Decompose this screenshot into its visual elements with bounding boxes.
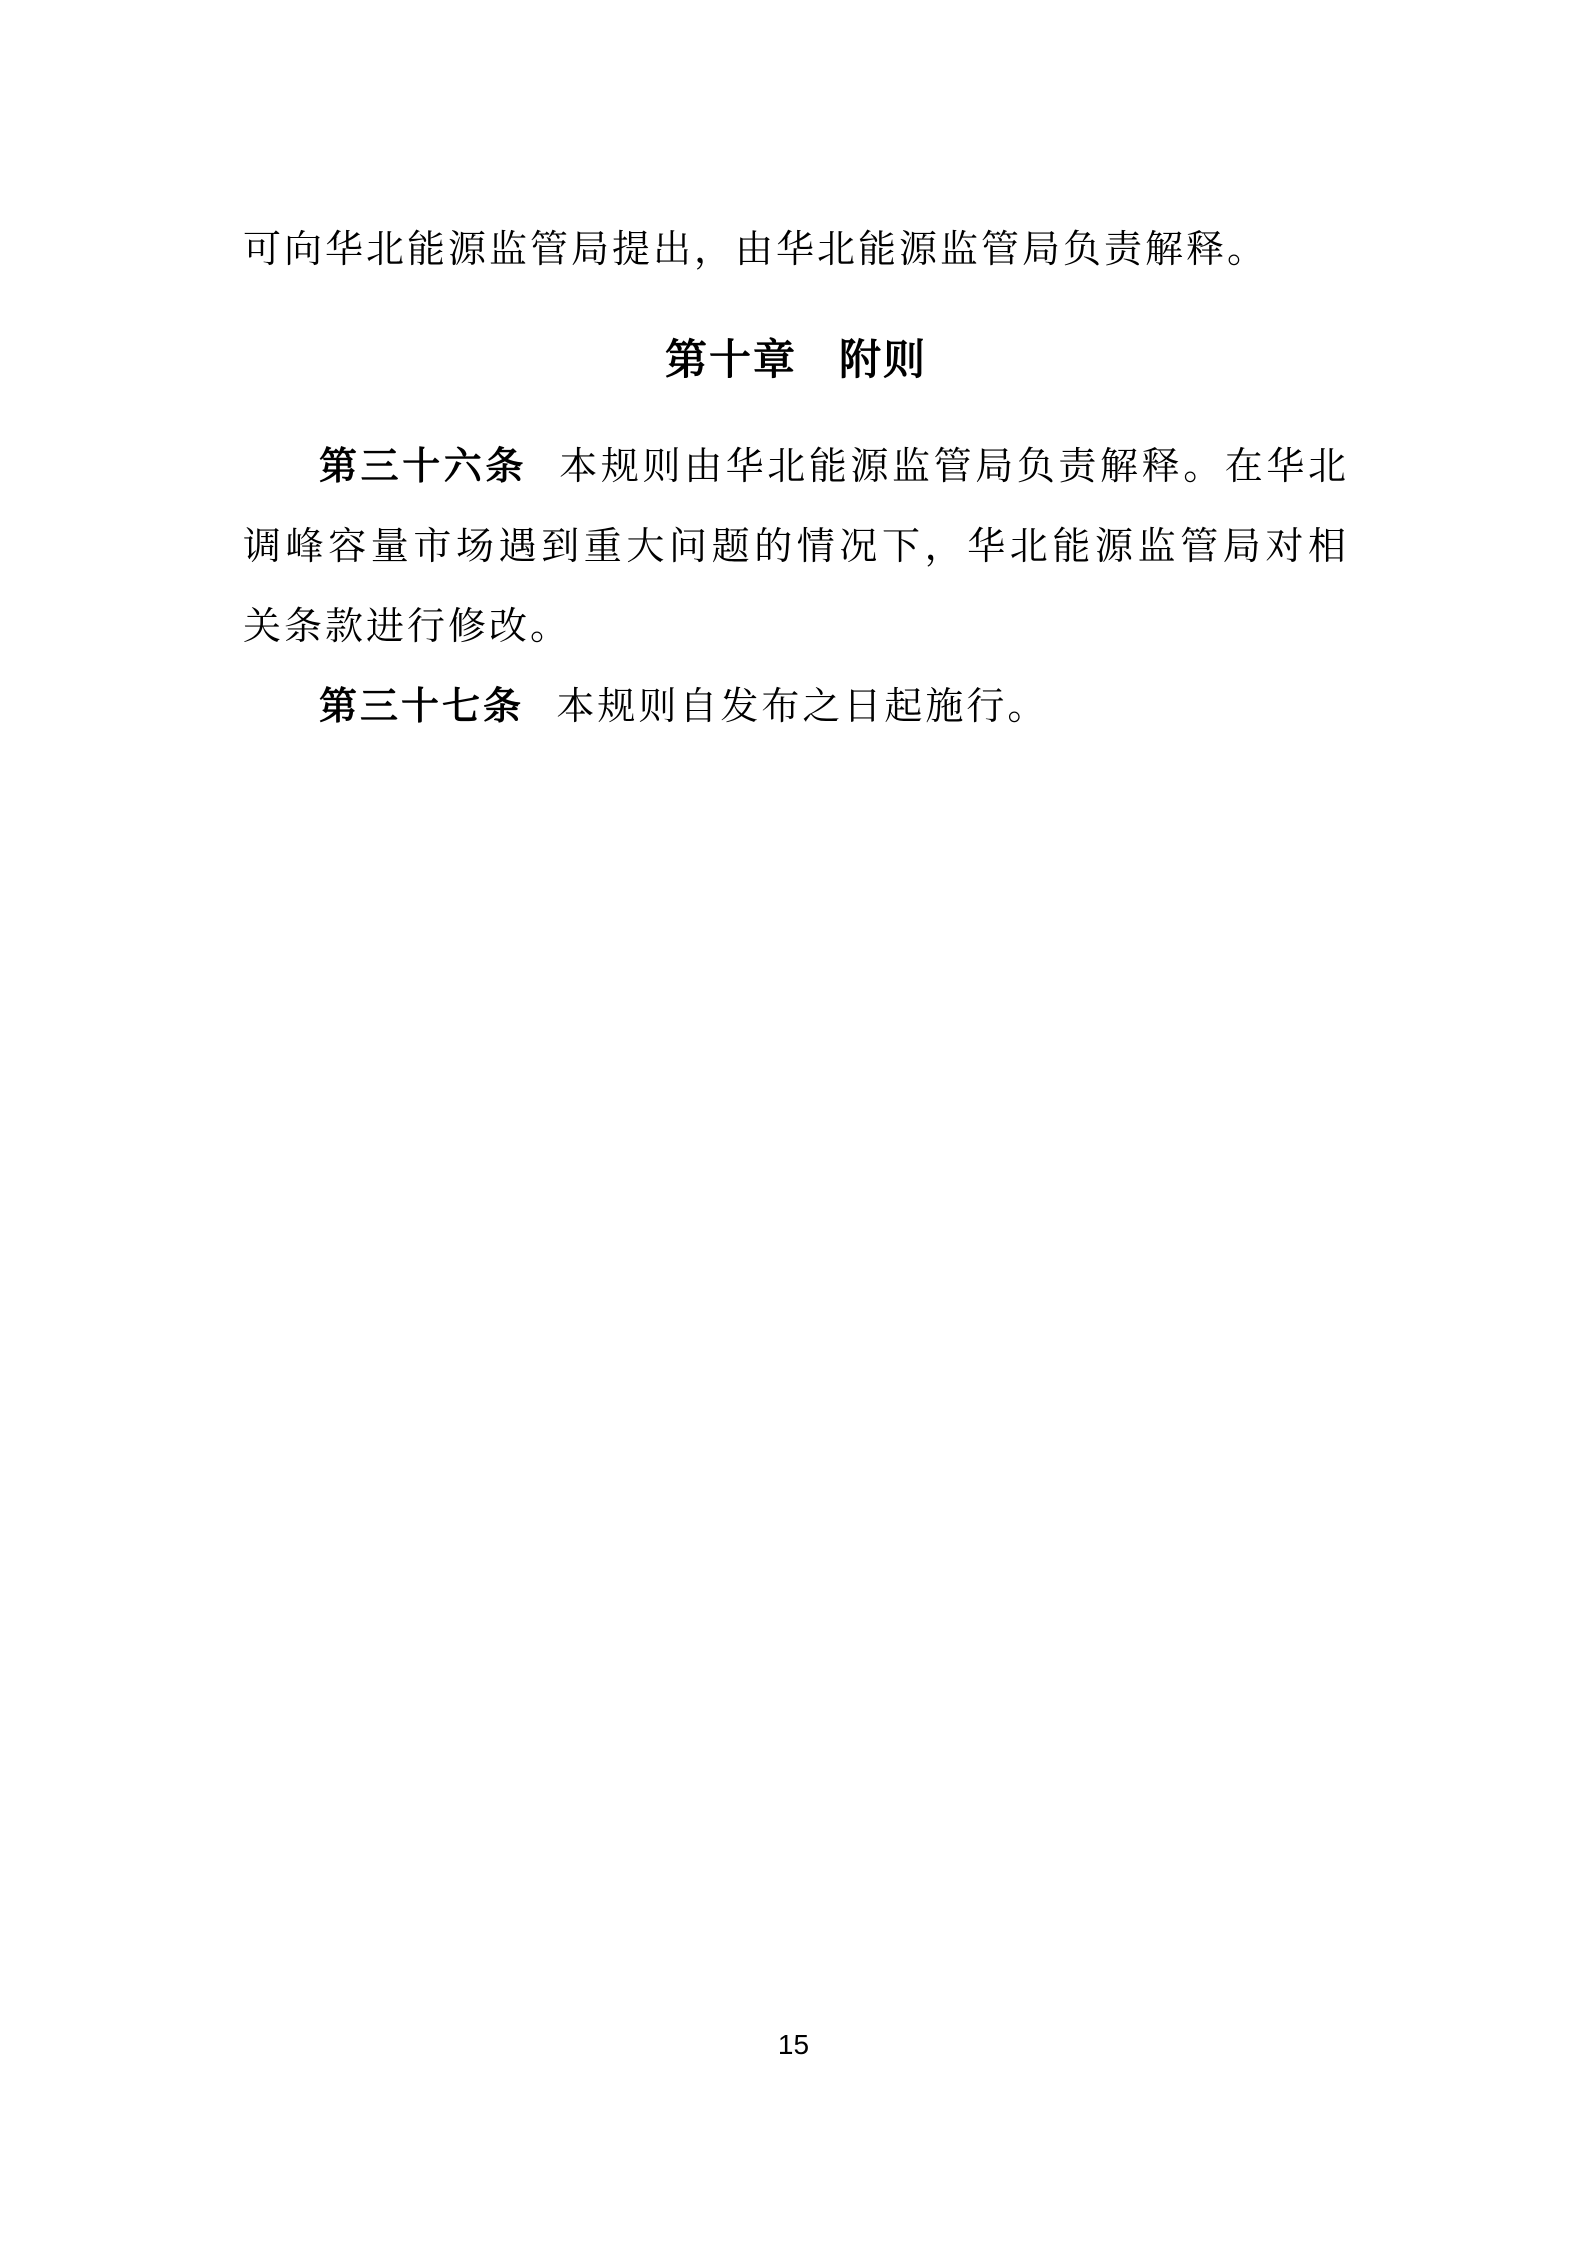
chapter-label: 第十章 xyxy=(664,336,797,383)
article-37-number: 第三十七条 xyxy=(319,686,525,728)
article-37-paragraph xyxy=(243,667,1349,747)
chapter-heading xyxy=(243,320,1349,400)
page-number: 15 xyxy=(777,2029,810,2060)
page-content xyxy=(243,210,1349,747)
continuation-paragraph: 可向华北能源监管局提出，由华北能源监管局负责解释。 xyxy=(243,229,1269,271)
article-36-paragraph xyxy=(243,427,1349,667)
article-36-text: 本规则由华北能源监管局负责解释。在华北调峰容量市场遇到重大问题的情况下，华北能源监管局对相关条款进行修改。 xyxy=(243,446,1349,648)
chapter-title: 附则 xyxy=(839,336,928,383)
article-37-text: 本规则自发布之日起施行。 xyxy=(556,686,1049,728)
article-36-number: 第三十六条 xyxy=(319,446,527,488)
